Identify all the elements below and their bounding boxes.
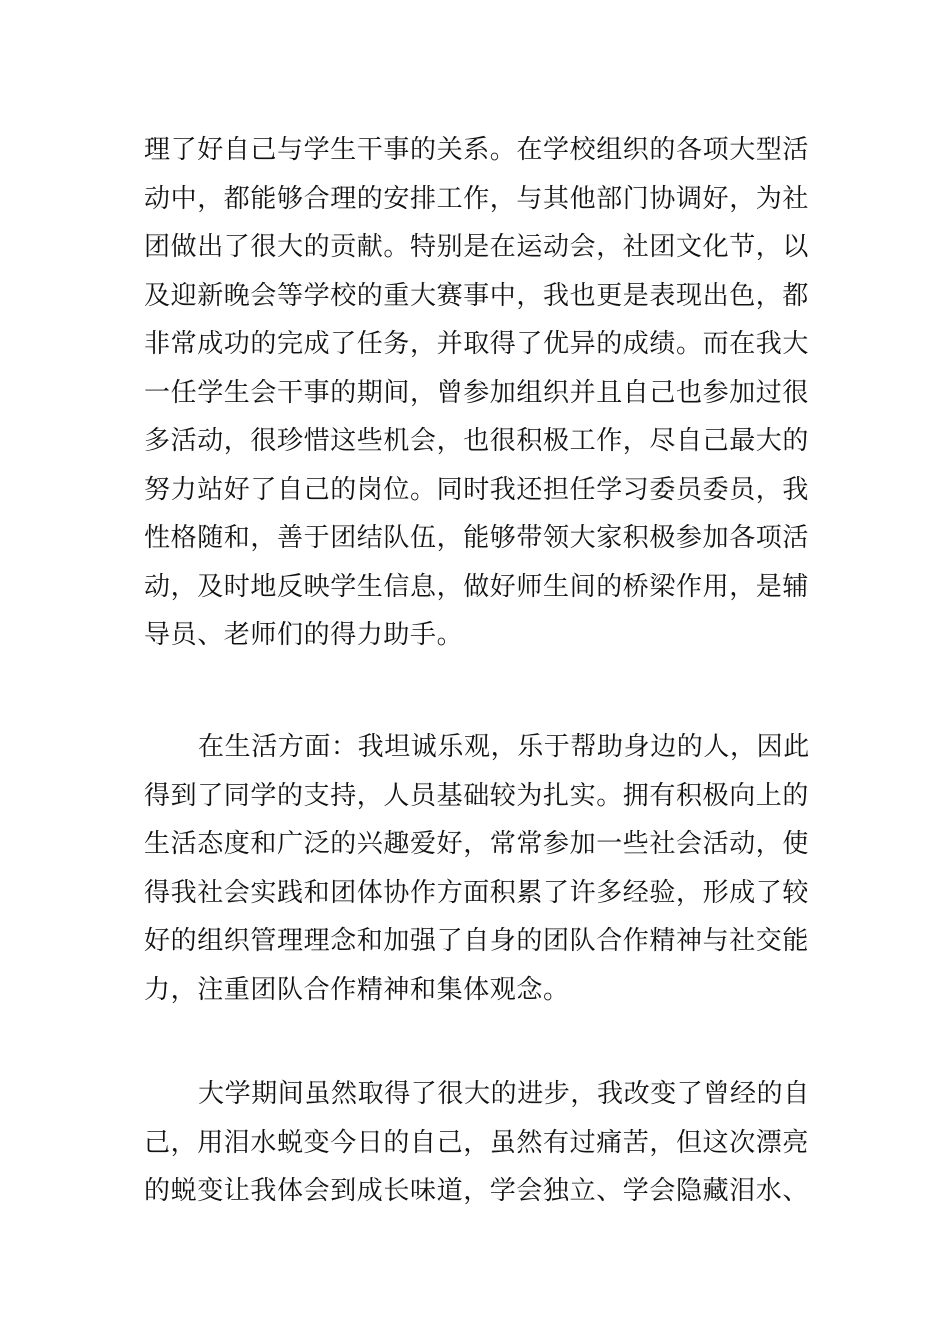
text-line: 动，及时地反映学生信息，做好师生间的桥梁作用，是辅 — [144, 571, 810, 602]
text-line: 非常成功的完成了任务，并取得了优异的成绩。而在我大 — [144, 329, 810, 359]
text-line: 团做出了很大的贡献。特别是在运动会，社团文化节，以 — [144, 232, 810, 262]
paragraph-2 — [144, 723, 808, 1014]
text-line: 努力站好了自己的岗位。同时我还担任学习委员委员，我 — [144, 474, 810, 505]
text-line: 动中，都能够合理的安排工作，与其他部门协调好，为社 — [144, 183, 810, 214]
text-line: 大学期间虽然取得了很大的进步，我改变了曾经的自 — [198, 1079, 810, 1109]
paragraph-1 — [144, 126, 808, 660]
text-line: 理了好自己与学生干事的关系。在学校组织的各项大型活 — [144, 135, 810, 165]
text-line: 及迎新晚会等学校的重大赛事中，我也更是表现出色，都 — [144, 280, 810, 311]
paragraph-3 — [144, 1070, 808, 1216]
text-line: 力，注重团队合作精神和集体观念。 — [144, 974, 570, 1005]
text-line: 得我社会实践和团体协作方面积累了许多经验，形成了较 — [144, 877, 810, 908]
text-line: 在生活方面：我坦诚乐观，乐于帮助身边的人，因此 — [198, 732, 810, 762]
text-line: 性格随和，善于团结队伍，能够带领大家积极参加各项活 — [144, 523, 810, 553]
text-line: 己，用泪水蜕变今日的自己，虽然有过痛苦，但这次漂亮 — [144, 1127, 810, 1158]
text-line: 生活态度和广泛的兴趣爱好，常常参加一些社会活动，使 — [144, 829, 810, 859]
text-line: 得到了同学的支持，人员基础较为扎实。拥有积极向上的 — [144, 780, 810, 811]
text-line: 一任学生会干事的期间，曾参加组织并且自己也参加过很 — [144, 377, 810, 408]
text-line: 好的组织管理理念和加强了自身的团队合作精神与社交能 — [144, 926, 810, 956]
text-line: 导员、老师们的得力助手。 — [144, 620, 464, 650]
text-line: 的蜕变让我体会到成长味道，学会独立、学会隐藏泪水、 — [144, 1176, 810, 1206]
text-line: 多活动，很珍惜这些机会，也很积极工作，尽自己最大的 — [144, 426, 810, 456]
